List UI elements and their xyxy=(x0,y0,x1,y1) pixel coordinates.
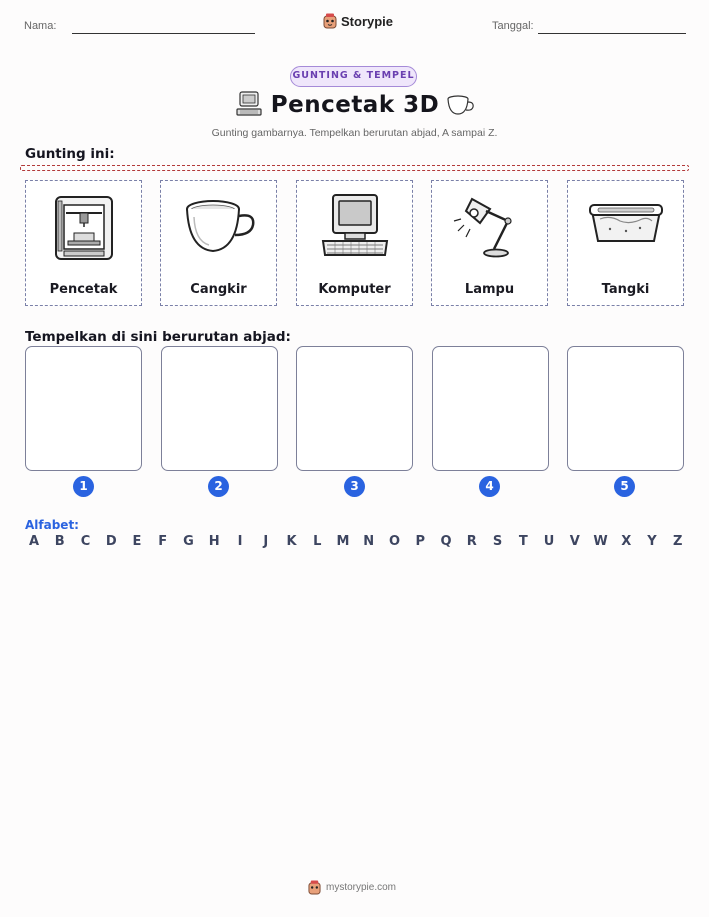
cup-icon xyxy=(179,189,259,269)
alphabet-letter: B xyxy=(54,534,65,549)
alphabet-letter: U xyxy=(543,534,555,549)
cut-heading: Gunting ini: xyxy=(25,146,115,162)
alphabet-letter: V xyxy=(569,534,580,549)
card-label: Komputer xyxy=(318,282,391,297)
paste-slot-5[interactable] xyxy=(567,346,684,471)
alphabet-letter: N xyxy=(363,534,375,549)
paste-slot-4[interactable] xyxy=(432,346,549,471)
cut-card[interactable] xyxy=(567,180,684,306)
footer xyxy=(308,880,396,895)
paste-slot-2[interactable] xyxy=(161,346,278,471)
date-line xyxy=(538,33,686,34)
alphabet-letter: S xyxy=(492,534,503,549)
paste-slot-1[interactable] xyxy=(25,346,142,471)
alphabet-letter: O xyxy=(388,534,401,549)
card-label: Lampu xyxy=(464,282,515,297)
alphabet-letter: G xyxy=(183,534,194,549)
alphabet-letter: I xyxy=(237,534,243,549)
alphabet-letter: X xyxy=(621,534,632,549)
alphabet-letter: Y xyxy=(647,534,657,549)
alphabet-letter: P xyxy=(415,534,426,549)
cut-line xyxy=(20,165,689,171)
alphabet-letter: T xyxy=(518,534,528,549)
paste-slot-3[interactable] xyxy=(296,346,413,471)
3d-printer-icon xyxy=(44,189,124,269)
cut-card[interactable] xyxy=(431,180,548,306)
cut-card[interactable] xyxy=(296,180,413,306)
alphabet-letter: J xyxy=(263,534,269,549)
tank-container-icon xyxy=(586,189,666,269)
alphabet-letter: C xyxy=(80,534,91,549)
alphabet-letter: W xyxy=(593,534,608,549)
brand-name: Storypie xyxy=(341,13,394,29)
storypie-logo-icon xyxy=(323,13,337,29)
date-label: Tanggal: xyxy=(492,20,534,32)
alphabet-letter: R xyxy=(466,534,477,549)
alphabet-letter: E xyxy=(132,534,142,549)
card-label: Cangkir xyxy=(190,282,247,297)
alphabet-heading: Alfabet: xyxy=(25,518,79,532)
alphabet-letter: L xyxy=(313,534,322,549)
computer-icon xyxy=(234,90,264,118)
alphabet-letter: H xyxy=(208,534,220,549)
alphabet-letter: D xyxy=(105,534,117,549)
card-label: Pencetak xyxy=(49,282,118,297)
page-title: Pencetak 3D xyxy=(270,92,440,118)
activity-badge: GUNTING & TEMPEL xyxy=(290,66,417,87)
slot-number: 1 xyxy=(73,476,94,497)
paste-heading: Tempelkan di sini berurutan abjad: xyxy=(25,329,291,345)
alphabet-letter: M xyxy=(336,534,350,549)
alphabet-letter: F xyxy=(158,534,168,549)
name-label: Nama: xyxy=(24,20,57,32)
slot-number: 4 xyxy=(479,476,500,497)
slot-number: 2 xyxy=(208,476,229,497)
name-line xyxy=(72,33,255,34)
desk-lamp-icon xyxy=(450,189,530,269)
slot-number: 3 xyxy=(344,476,365,497)
alphabet-letter: A xyxy=(28,534,40,549)
alphabet-letter: K xyxy=(286,534,297,549)
alphabet-letter: Z xyxy=(673,534,683,549)
cup-icon xyxy=(446,94,476,118)
alphabet-row xyxy=(26,534,686,549)
cut-card[interactable] xyxy=(160,180,277,306)
cut-card[interactable] xyxy=(25,180,142,306)
card-label: Tangki xyxy=(601,282,650,297)
slot-number: 5 xyxy=(614,476,635,497)
footer-url[interactable]: mystorypie.com xyxy=(326,882,397,893)
computer-icon xyxy=(315,189,395,269)
instructions: Gunting gambarnya. Tempelkan berurutan abjad, A sampai Z. xyxy=(211,127,498,139)
alphabet-letter: Q xyxy=(440,534,452,549)
storypie-logo-icon xyxy=(308,880,321,895)
brand-logo xyxy=(323,13,393,29)
